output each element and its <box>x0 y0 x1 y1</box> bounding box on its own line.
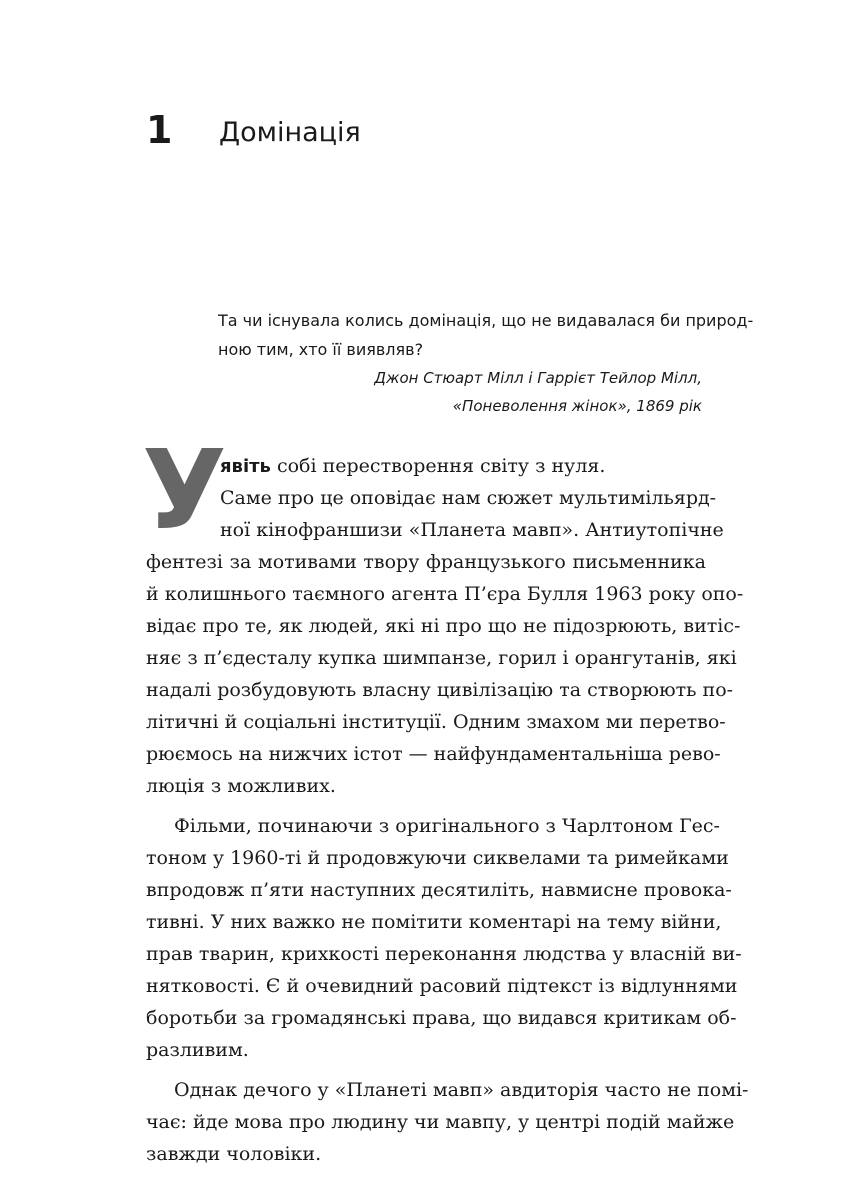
chapter-number: 1 <box>146 108 173 152</box>
paragraph-2-line: нятковості. Є й очевидний расовий підтекст із відлуннями <box>146 975 738 997</box>
epigraph-author: Джон Стюарт Мілл і Гаррієт Тейлор Мілл, <box>374 369 702 387</box>
paragraph-1-line: літичні й соціальні інституції. Одним змахом ми перетво- <box>146 711 726 733</box>
body-text <box>146 450 749 1170</box>
paragraph-2-line: разливим. <box>146 1039 249 1061</box>
paragraph-1-line: надалі розбудовують власну цивілізацію та створюють по- <box>146 679 734 701</box>
paragraph-2-line: боротьби за громадянські права, що видався критикам об- <box>146 1007 737 1029</box>
paragraph-3-line: Однак дечого у «Планеті мавп» авдиторія часто не помі- <box>174 1079 749 1101</box>
paragraph-1-line: Саме про це оповідає нам сюжет мультимільярд- <box>220 487 717 509</box>
paragraph-2-line: тивні. У них важко не помітити коментарі на тему війни, <box>146 911 722 933</box>
epigraph-line: ною тим, хто її виявляв? <box>218 340 424 359</box>
paragraph-2-line: Фільми, починаючи з оригінального з Чарлтоном Гес- <box>174 815 720 837</box>
paragraph-3-line: завжди чоловіки. <box>146 1143 322 1165</box>
paragraph-3-line: чає: йде мова про людину чи мавпу, у центрі подій майже <box>146 1111 735 1133</box>
paragraph-2-line: впродовж п’яти наступних десятиліть, навмисне провока- <box>146 879 732 901</box>
epigraph <box>218 306 754 364</box>
first-line-rest: собі перестворення світу з нуля. <box>270 455 606 477</box>
paragraph-gap <box>146 802 706 810</box>
body-first-line <box>146 450 706 482</box>
epigraph-source <box>218 364 702 420</box>
epigraph-work: «Поневолення жінок», 1869 рік <box>452 397 702 415</box>
lead-word: явіть <box>220 456 271 477</box>
paragraph-1-line: ної кінофраншизи «Планета мавп». Антиутопічне <box>220 519 724 541</box>
paragraph-gap <box>146 1066 706 1074</box>
paragraph-1-line: люція з можливих. <box>146 775 336 797</box>
paragraph-1-line: відає про те, як людей, які ні про що не підозрюють, витіс- <box>146 615 741 637</box>
paragraph-1-line: й колишнього таємного агента П’єра Булля 1963 року опо- <box>146 583 744 605</box>
paragraph-2-line: прав тварин, крихкості переконання людства у власній ви- <box>146 943 742 965</box>
paragraph-2-line: тоном у 1960-ті й продовжуючи сиквелами та римейками <box>146 847 729 869</box>
drop-cap: У <box>142 426 227 554</box>
epigraph-line: Та чи існувала колись домінація, що не видавалася би природ- <box>218 311 754 330</box>
paragraph-1-line: рюємось на нижчих істот — найфундаментальніша рево- <box>146 743 721 765</box>
paragraph-1-line: фентезі за мотивами твору французького письменника <box>146 551 706 573</box>
chapter-title: Домінація <box>219 117 361 148</box>
paragraph-1-line: няє з п’єдесталу купка шимпанзе, горил і орангутанів, які <box>146 647 737 669</box>
